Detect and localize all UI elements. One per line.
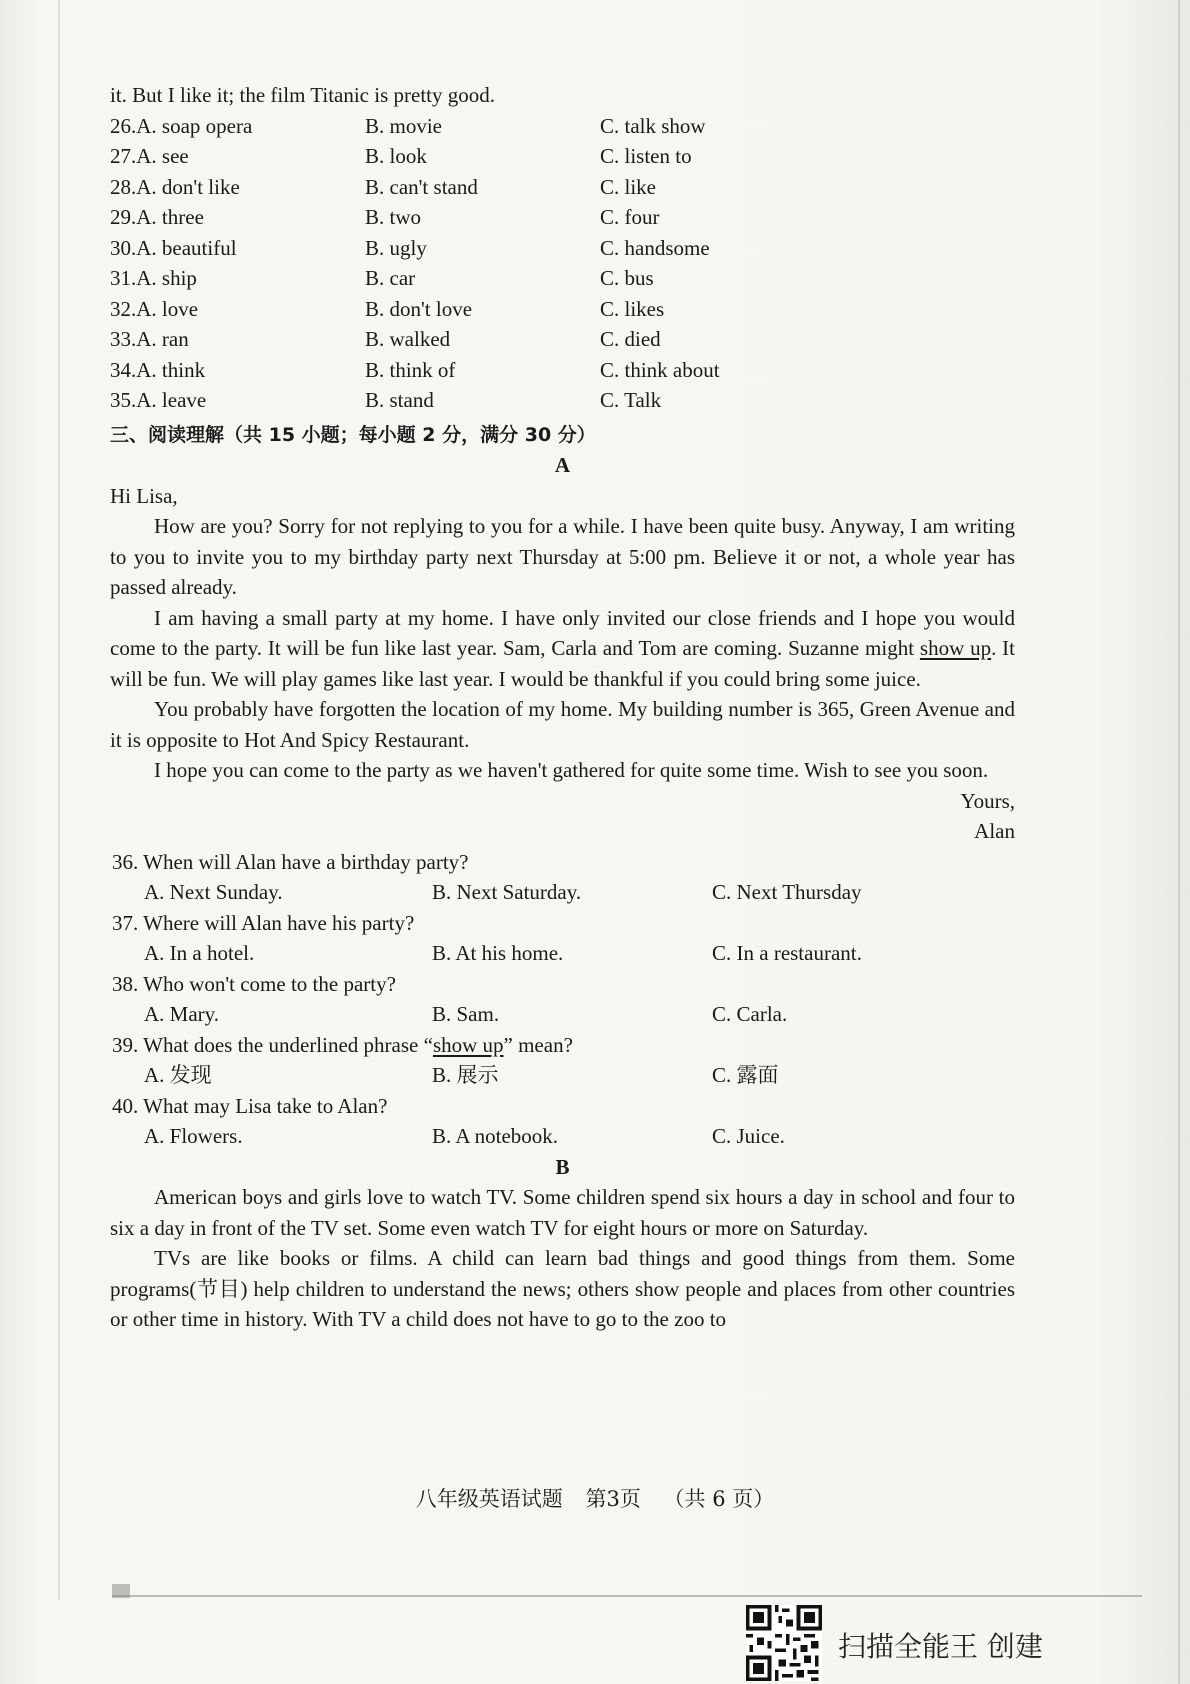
option-c: C. four xyxy=(600,205,660,229)
letter-greeting: Hi Lisa, xyxy=(110,483,178,508)
letter-closing: Yours, xyxy=(960,788,1015,813)
bottom-rule xyxy=(112,1595,1142,1597)
option-a: A. three xyxy=(136,205,204,229)
option-row-33 xyxy=(110,324,1015,355)
option-b: B. don't love xyxy=(365,296,473,321)
option-b: B. look xyxy=(365,144,427,168)
option-a: A. think xyxy=(136,357,206,382)
question-text: ” mean? xyxy=(503,1032,573,1057)
option-c: C. Juice. xyxy=(712,1124,785,1148)
question-text: 39. What does the underlined phrase “ xyxy=(112,1032,433,1057)
option-row-26 xyxy=(110,111,1015,142)
option-number: 35. xyxy=(110,388,137,412)
option-c: C. In a restaurant. xyxy=(712,941,862,965)
qr-code-icon xyxy=(746,1605,822,1681)
option-number: 29. xyxy=(110,205,137,229)
left-margin-shadow xyxy=(58,0,60,1600)
passage-a-paragraph-1: How are you? Sorry for not replying to you for a while. I have been quite busy. Anyway, I am writing to you to invite you to my birthday party next Thursday at 5:00 pm. Believe it or not, a whole year has passed already. xyxy=(110,514,1015,599)
option-b: B. Sam. xyxy=(432,1002,500,1026)
option-number: 31. xyxy=(110,266,137,290)
passage-b-paragraph-1: American boys and girls love to watch TV. Some children spend six hours a day in school and four to six a day in front of the TV set. Some even watch TV for eight hours or more on Saturday. xyxy=(110,1185,1015,1240)
paragraph-text: . It will be fun. We will play games like last year. I would be thankful if you could bring some juice. xyxy=(110,636,1016,691)
option-a: A. soap opera xyxy=(136,113,253,138)
option-b: B. car xyxy=(365,266,416,290)
option-c: C. likes xyxy=(600,296,665,321)
option-a: A. 发现 xyxy=(144,1063,212,1087)
option-row-31 xyxy=(110,263,1015,294)
option-a: A. Next Sunday. xyxy=(144,880,283,904)
passage-a-paragraph-3: You probably have forgotten the location of my home. My building number is 365, Green Avenue and it is opposite to Hot And Spicy Restaurant. xyxy=(110,697,1015,752)
option-a: A. love xyxy=(136,296,199,321)
option-row-28 xyxy=(110,172,1015,203)
page-footer xyxy=(0,1483,1190,1513)
passage-b xyxy=(110,1182,1015,1335)
question-40: 40. What may Lisa take to Alan? xyxy=(112,1093,388,1118)
question-40-options xyxy=(110,1121,1015,1152)
option-c: C. 露面 xyxy=(712,1063,779,1087)
question-37: 37. Where will Alan have his party? xyxy=(112,910,415,935)
option-c: C. listen to xyxy=(600,144,692,168)
option-row-29 xyxy=(110,202,1015,233)
right-margin-shadow xyxy=(1178,0,1180,1684)
option-number: 34. xyxy=(110,357,137,382)
option-number: 32. xyxy=(110,296,137,321)
passage-b-paragraph-2: TVs are like books or films. A child can learn bad things and good things from them. Some programs(节目) help children to understand the news; others show people and places from other countries or other time in history. With TV a child does not have to go to the zoo to xyxy=(110,1246,1015,1331)
option-c: C. talk show xyxy=(600,113,706,138)
passage-a-letter: A xyxy=(554,453,571,477)
question-38: 38. Who won't come to the party? xyxy=(112,971,396,996)
option-c: C. handsome xyxy=(600,235,710,260)
option-b: B. can't stand xyxy=(365,174,478,199)
option-b: B. stand xyxy=(365,388,434,412)
option-a: A. ran xyxy=(136,327,189,351)
passage-a xyxy=(110,481,1015,847)
option-number: 30. xyxy=(110,235,137,260)
option-c: C. Next Thursday xyxy=(712,880,862,904)
letter-signature: Alan xyxy=(974,819,1015,843)
page-content xyxy=(110,80,1015,1335)
scanner-watermark: 扫描全能王 创建 xyxy=(838,1630,1043,1663)
option-row-30 xyxy=(110,233,1015,264)
intro-line: it. But I like it; the film Titanic is pretty good. xyxy=(110,83,495,107)
option-c: C. think about xyxy=(600,357,720,382)
footer-total-pages: （共 6 页） xyxy=(663,1487,775,1511)
option-a: A. leave xyxy=(136,388,207,412)
option-b: B. ugly xyxy=(365,235,427,260)
option-b: B. think of xyxy=(365,357,456,382)
passage-b-letter: B xyxy=(555,1154,570,1179)
cloze-options xyxy=(110,111,1015,416)
footer-title: 八年级英语试题 xyxy=(415,1487,563,1511)
footer-page-number: 第3页 xyxy=(585,1487,641,1511)
option-a: A. Mary. xyxy=(144,1002,220,1026)
option-b: B. At his home. xyxy=(432,941,564,965)
option-b: B. A notebook. xyxy=(432,1124,559,1148)
questions-a xyxy=(110,847,1015,1152)
option-a: A. In a hotel. xyxy=(144,941,255,965)
option-b: B. Next Saturday. xyxy=(432,880,582,904)
question-39 xyxy=(110,1030,1015,1061)
option-number: 28. xyxy=(110,174,137,199)
option-c: C. died xyxy=(600,327,661,351)
option-number: 33. xyxy=(110,327,137,351)
question-36-options xyxy=(110,877,1015,908)
option-c: C. Carla. xyxy=(712,1002,788,1026)
option-row-34 xyxy=(110,355,1015,386)
option-number: 26. xyxy=(110,113,137,138)
option-c: C. Talk xyxy=(600,388,662,412)
option-row-27 xyxy=(110,141,1015,172)
paragraph-text: I am having a small party at my home. I have only invited our close friends and I hope you would come to the party. It will be fun like last year. Sam, Carla and Tom are coming. Suzanne might xyxy=(110,605,1015,660)
question-39-options xyxy=(110,1060,1015,1091)
underlined-phrase: show up xyxy=(919,636,992,660)
option-b: B. movie xyxy=(365,113,442,138)
option-a: A. Flowers. xyxy=(144,1124,243,1148)
option-row-32 xyxy=(110,294,1015,325)
question-37-options xyxy=(110,938,1015,969)
option-a: A. ship xyxy=(136,266,197,290)
underlined-phrase: show up xyxy=(432,1032,504,1057)
option-b: B. 展示 xyxy=(432,1063,499,1087)
option-b: B. walked xyxy=(365,327,451,351)
option-a: A. see xyxy=(136,144,189,168)
passage-a-paragraph-2 xyxy=(110,603,1015,695)
option-a: A. don't like xyxy=(136,174,240,199)
passage-a-paragraph-4: I hope you can come to the party as we haven't gathered for quite some time. Wish to see you soon. xyxy=(154,758,989,782)
option-a: A. beautiful xyxy=(136,235,237,260)
option-number: 27. xyxy=(110,144,137,168)
option-b: B. two xyxy=(365,205,422,229)
option-c: C. bus xyxy=(600,266,654,290)
section-title-reading: 三、阅读理解（共 15 小题；每小题 2 分，满分 30 分） xyxy=(110,423,596,446)
option-row-35 xyxy=(110,385,1015,416)
option-c: C. like xyxy=(600,174,656,199)
question-36: 36. When will Alan have a birthday party? xyxy=(112,849,469,874)
question-38-options xyxy=(110,999,1015,1030)
